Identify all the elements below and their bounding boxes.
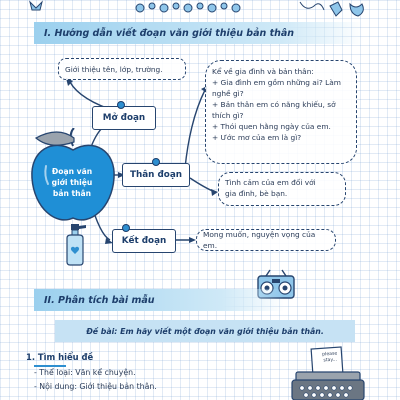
intro-note-box xyxy=(58,58,186,80)
intro-node xyxy=(92,106,156,130)
body-note-line: + Thói quen hằng ngày của em. xyxy=(212,122,331,131)
intro-node-label: Mở đoạn xyxy=(102,113,146,123)
heading-underline xyxy=(34,365,66,367)
topic-bar xyxy=(55,320,355,342)
paper-line: please xyxy=(322,351,338,358)
arrow-head-icon xyxy=(189,237,196,243)
body-note-line: + Gia đình em gồm những ai? Làm xyxy=(212,78,341,87)
body-note-line: thích gì? xyxy=(212,111,244,120)
body-node-label: Thân đoạn xyxy=(129,170,183,180)
feeling-note-line: Tình cảm của em đối với xyxy=(225,178,316,187)
part-1-item xyxy=(34,382,157,391)
body-note-line: Kể về gia đình và bản thân: xyxy=(212,67,314,76)
body-note-box xyxy=(205,60,357,164)
spray-bottle-icon xyxy=(62,222,88,266)
pin-icon xyxy=(152,158,160,166)
body-note-line: + Bản thân em có năng khiếu, sở xyxy=(212,100,336,109)
conclusion-node xyxy=(112,229,176,253)
body-node xyxy=(122,163,190,187)
section-2-header xyxy=(34,289,284,311)
center-label-line: Đoạn văn xyxy=(51,167,93,176)
part-1-item xyxy=(34,368,136,377)
pin-icon xyxy=(117,101,125,109)
feeling-note-line: gia đình, bè bạn. xyxy=(225,189,288,198)
typewriter-paper-text xyxy=(318,351,343,365)
center-label-line: bản thân xyxy=(52,189,92,198)
conclusion-note-text: Mong muốn, nguyện vọng của em. xyxy=(203,230,316,250)
section-1-title: I. Hướng dẫn viết đoạn văn giới thiệu bản thân xyxy=(44,27,295,39)
topic-text: Đề bài: Em hãy viết một đoạn văn giới thiệu bản thân. xyxy=(86,326,324,336)
part-1-heading-text: 1. Tìm hiểu đề xyxy=(26,352,94,362)
conclusion-node-label: Kết đoạn xyxy=(121,236,167,246)
body-note-line: nghề gì? xyxy=(212,89,244,98)
paper-line: stay... xyxy=(323,357,338,364)
pin-icon xyxy=(122,224,130,232)
part-1-item-text: - Thể loại: Văn kể chuyện. xyxy=(34,368,136,377)
intro-note-text: Giới thiệu tên, lớp, trường. xyxy=(65,64,163,74)
part-1-item-text: - Nội dung: Giới thiệu bản thân. xyxy=(34,382,157,391)
apple-center-label xyxy=(44,166,100,199)
conclusion-note-box xyxy=(196,229,336,251)
section-2-title: II. Phân tích bài mẫu xyxy=(44,294,155,306)
body-note-line: + Ước mơ của em là gì? xyxy=(212,133,302,142)
feeling-note-box xyxy=(218,172,346,206)
arrow-head-icon xyxy=(211,189,218,196)
part-1-heading xyxy=(26,352,93,362)
center-label-line: giới thiệu xyxy=(51,178,93,187)
